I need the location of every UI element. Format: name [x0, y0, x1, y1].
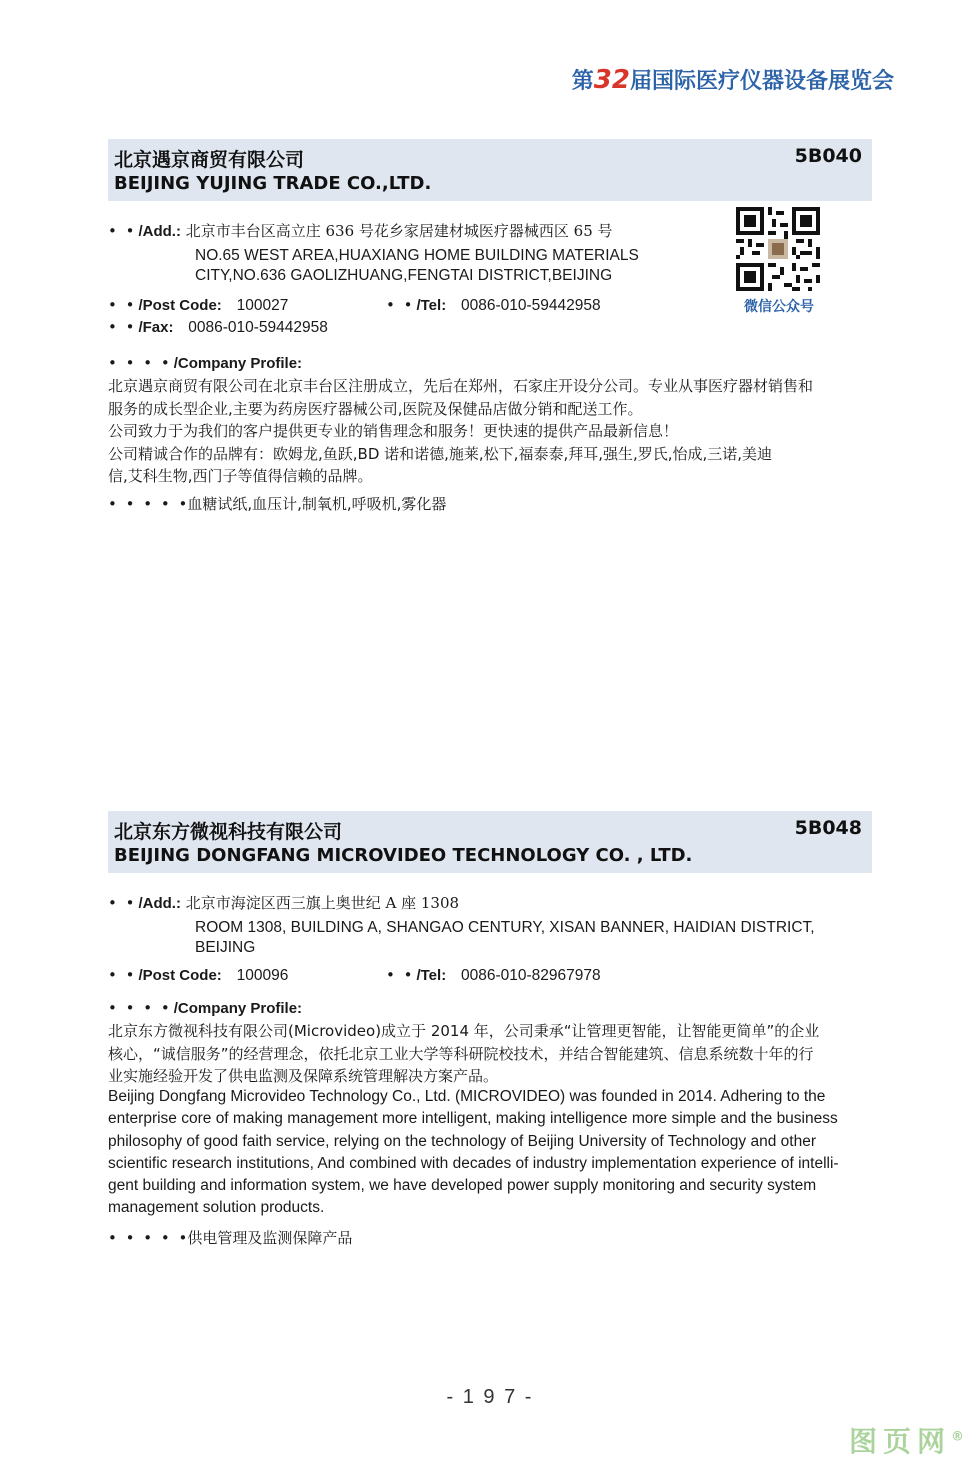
logo-number: 32	[593, 65, 630, 95]
booth-number: 5B040	[794, 145, 862, 167]
profile-heading: • • • • /Company Profile:	[108, 354, 303, 372]
company-profile-text: 北京遇京商贸有限公司在北京丰台区注册成立，先后在郑州，石家庄开设分公司。专业从事医疗器材销售和 服务的成长型企业,主要为药房医疗器械公司,医院及保健品店做分销和配送工作。 公司致力于为我们的客户提供更专业的销售理念和服务！更快速的提供产品最新信息！ 公司精诚合作的品牌有：欧姆龙,鱼跃,BD 诺和诺德,施莱,松下,福泰泰,拜耳,强生,罗氏,怡成,三诺,美迪 信,艾科生物,西门子等值得信赖的品牌。	[108, 377, 814, 485]
address-cn: 北京市丰台区高立庄 636 号花乡家居建材城医疗器械西区 65 号	[185, 222, 613, 240]
products-row: • • • • •供电管理及监测保障产品	[108, 1229, 353, 1247]
fax-label: /Fax:	[138, 319, 174, 336]
logo-prefix: 第	[571, 69, 594, 94]
postcode-value: 100027	[236, 297, 289, 314]
products-list: •血糖试纸,血压计,制氧机,呼吸机,雾化器	[178, 495, 447, 513]
postcode-row: • • /Post Code: 100027	[108, 296, 289, 314]
company-name-cn: 北京东方微视科技有限公司	[114, 821, 343, 843]
postcode-row: • • /Post Code: 100096	[108, 966, 289, 984]
qr-caption: 微信公众号	[744, 299, 814, 315]
address-label: /Add.:	[138, 895, 181, 912]
profile-heading: • • • • /Company Profile:	[108, 999, 303, 1017]
postcode-label: /Post Code:	[138, 967, 222, 984]
address-row: • • /Add.: 北京市海淀区西三旗上奥世纪 A 座 1308	[108, 894, 460, 912]
postcode-value: 100096	[236, 967, 289, 984]
tel-row: • • /Tel: 0086-010-82967978	[386, 966, 601, 984]
company-name-en: BEIJING YUJING TRADE CO.,LTD.	[114, 173, 432, 194]
tel-value: 0086-010-82967978	[460, 967, 601, 984]
address-en-line: NO.65 WEST AREA,HUAXIANG HOME BUILDING MATERIALS	[195, 247, 639, 264]
company-header-band	[108, 139, 872, 201]
products-list: •供电管理及监测保障产品	[178, 1229, 353, 1247]
qr-code-image	[736, 207, 820, 291]
tel-label: /Tel:	[416, 297, 447, 314]
company-header-band	[108, 811, 872, 873]
profile-label: /Company Profile:	[173, 1000, 303, 1017]
address-en-line: CITY,NO.636 GAOLIZHUANG,FENGTAI DISTRICT,BEIJING	[195, 267, 613, 284]
postcode-label: /Post Code:	[138, 297, 222, 314]
products-row: • • • • •血糖试纸,血压计,制氧机,呼吸机,雾化器	[108, 495, 447, 513]
tel-row: • • /Tel: 0086-010-59442958	[386, 296, 601, 314]
profile-label: /Company Profile:	[173, 355, 303, 372]
address-en-line: ROOM 1308, BUILDING A, SHANGAO CENTURY, XISAN BANNER, HAIDIAN DISTRICT,	[195, 919, 815, 936]
registered-mark: ®	[951, 1429, 964, 1445]
logo-title: 届国际医疗仪器设备展览会	[629, 69, 894, 94]
exhibition-logo	[572, 64, 894, 95]
booth-number: 5B048	[794, 817, 862, 839]
page-number: - 1 9 7 -	[446, 1386, 534, 1408]
tel-value: 0086-010-59442958	[460, 297, 601, 314]
tel-label: /Tel:	[416, 967, 447, 984]
address-label: /Add.:	[138, 223, 181, 240]
address-cn: 北京市海淀区西三旗上奥世纪 A 座 1308	[185, 894, 460, 912]
company-profile-text-en: Beijing Dongfang Microvideo Technology Co., Ltd. (MICROVIDEO) was founded in 2014. Adhering to the enterprise core of making management more intelligent, making intelligence more simple and the business philosophy of good faith service, relying on the technology of Beijing University of Technology and other scientific research institutions, And combined with decades of industry implementation experience of intelli- gent building and information system, we have developed power supply monitoring and security system management solution products.	[108, 1088, 839, 1217]
address-en-line: BEIJING	[195, 939, 256, 956]
fax-value: 0086-010-59442958	[188, 319, 328, 336]
fax-row: • • /Fax: 0086-010-59442958	[108, 318, 328, 336]
address-row: • • /Add.: 北京市丰台区高立庄 636 号花乡家居建材城医疗器械西区 65 号	[108, 222, 613, 240]
company-name-cn: 北京遇京商贸有限公司	[114, 149, 305, 171]
company-profile-text: 北京东方微视科技有限公司(Microvideo)成立于 2014 年，公司秉承“让管理更智能，让智能更简单”的企业 核心，“诚信服务”的经营理念，依托北京工业大学等科研院校技术，并结合智能建筑、信息系统数十年的行 业实施经验开发了供电监测及保障系统管理解决方案产品。	[108, 1022, 820, 1085]
company-name-en: BEIJING DONGFANG MICROVIDEO TECHNOLOGY CO. , LTD.	[114, 845, 693, 866]
site-watermark: 图页网®	[848, 1425, 964, 1458]
